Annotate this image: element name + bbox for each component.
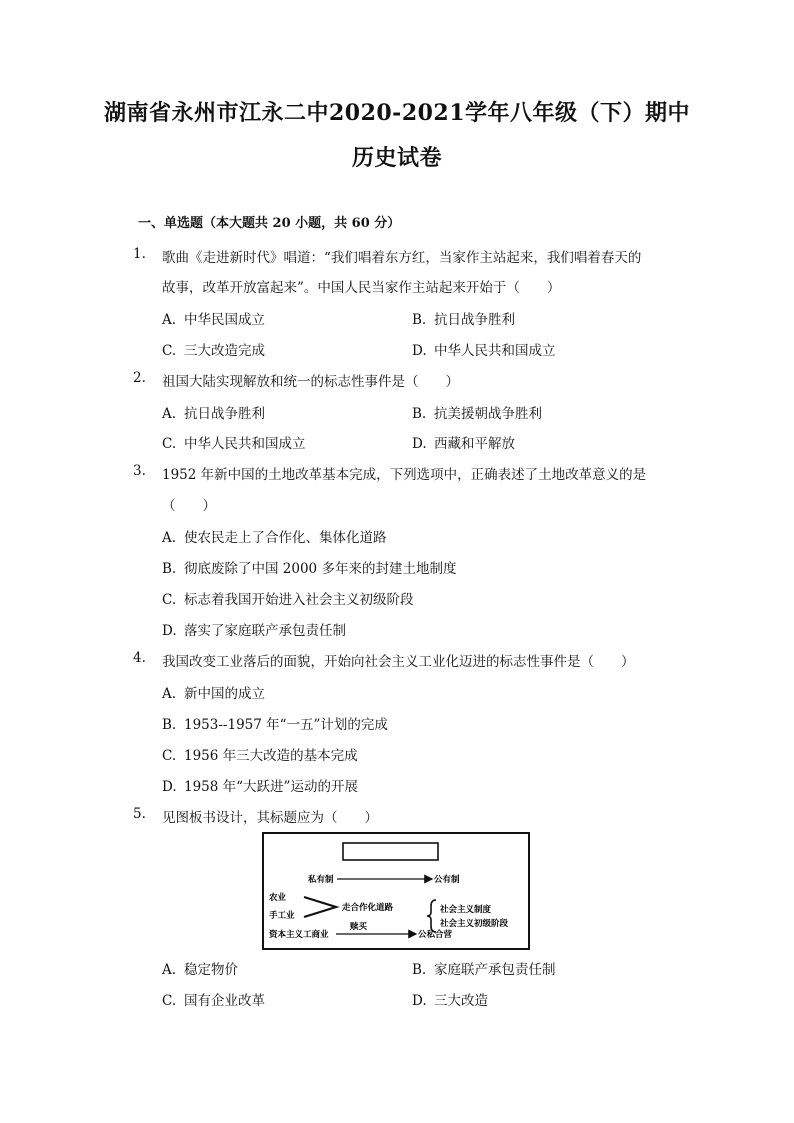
section-heading: 一、单选题（本大题共 20 小题，共 60 分） — [138, 216, 401, 231]
option-b[interactable]: B. 抗日战争胜利 — [412, 312, 515, 328]
question-text-line: 1952 年新中国的土地改革基本完成，下列选项中，正确表述了土地改革意义的是 — [162, 467, 647, 483]
question-text-line: 歌曲《走进新时代》唱道：“我们唱着东方红，当家作主站起来，我们唱着春天的 — [162, 250, 642, 266]
question-number: 5. — [133, 806, 146, 822]
question-number: 1. — [133, 246, 146, 262]
blank-title-box — [343, 843, 438, 860]
option-b[interactable]: B. 家庭联产承包责任制 — [412, 962, 556, 978]
option-d[interactable]: D. 1958 年“大跃进”运动的开展 — [162, 779, 358, 795]
label-stage: 社会主义初级阶段 — [440, 919, 509, 929]
converge-shape — [304, 897, 336, 917]
label-capitalist: 资本主义工商业 — [269, 930, 329, 940]
option-a[interactable]: A. 抗日战争胜利 — [162, 406, 265, 422]
exam-title: 湖南省永州市江永二中2020-2021学年八年级（下）期中 — [103, 100, 691, 126]
option-a[interactable]: A. 稳定物价 — [162, 962, 238, 978]
option-b[interactable]: B. 1953--1957 年“一五”计划的完成 — [162, 717, 388, 733]
question-number: 2. — [133, 370, 146, 386]
option-a[interactable]: A. 新中国的成立 — [162, 686, 265, 702]
label-cooperative: 走合作化道路 — [342, 903, 394, 913]
option-d[interactable]: D. 落实了家庭联产承包责任制 — [162, 623, 346, 639]
option-c[interactable]: C. 国有企业改革 — [162, 993, 265, 1009]
label-private: 私有制 — [308, 875, 334, 885]
label-joint: 公私合营 — [418, 930, 453, 940]
label-handicraft: 手工业 — [269, 911, 295, 921]
diagram-svg — [264, 834, 527, 947]
question-text-line: 见图板书设计，其标题应为（ ） — [162, 810, 378, 826]
question-text-line: 我国改变工业落后的面貌，开始向社会主义工业化迈进的标志性事件是（ ） — [162, 654, 635, 670]
option-c[interactable]: C. 1956 年三大改造的基本完成 — [162, 748, 358, 764]
label-system: 社会主义制度 — [440, 905, 492, 915]
option-a[interactable]: A. 中华民国成立 — [162, 312, 265, 328]
label-buyout: 赎买 — [350, 922, 368, 932]
question-number: 4. — [133, 650, 146, 666]
question-number: 3. — [133, 463, 146, 479]
brace — [427, 900, 436, 932]
exam-subtitle: 历史试卷 — [351, 145, 442, 171]
blackboard-diagram — [262, 832, 530, 950]
label-public: 公有制 — [434, 875, 460, 885]
question-text-line: （ ） — [162, 498, 216, 514]
question-text-line: 故事，改革开放富起来”。中国人民当家作主站起来开始于（ ） — [162, 280, 561, 296]
option-d[interactable]: D. 西藏和平解放 — [412, 436, 515, 452]
option-a[interactable]: A. 使农民走上了合作化、集体化道路 — [162, 530, 387, 546]
option-d[interactable]: D. 中华人民共和国成立 — [412, 343, 556, 359]
option-c[interactable]: C. 三大改造完成 — [162, 343, 265, 359]
option-c[interactable]: C. 中华人民共和国成立 — [162, 436, 306, 452]
option-b[interactable]: B. 彻底废除了中国 2000 多年来的封建土地制度 — [162, 561, 457, 577]
option-c[interactable]: C. 标志着我国开始进入社会主义初级阶段 — [162, 592, 414, 608]
option-d[interactable]: D. 三大改造 — [412, 993, 488, 1009]
question-text-line: 祖国大陆实现解放和统一的标志性事件是（ ） — [162, 374, 459, 390]
label-agriculture: 农业 — [269, 893, 287, 903]
option-b[interactable]: B. 抗美援朝战争胜利 — [412, 406, 542, 422]
